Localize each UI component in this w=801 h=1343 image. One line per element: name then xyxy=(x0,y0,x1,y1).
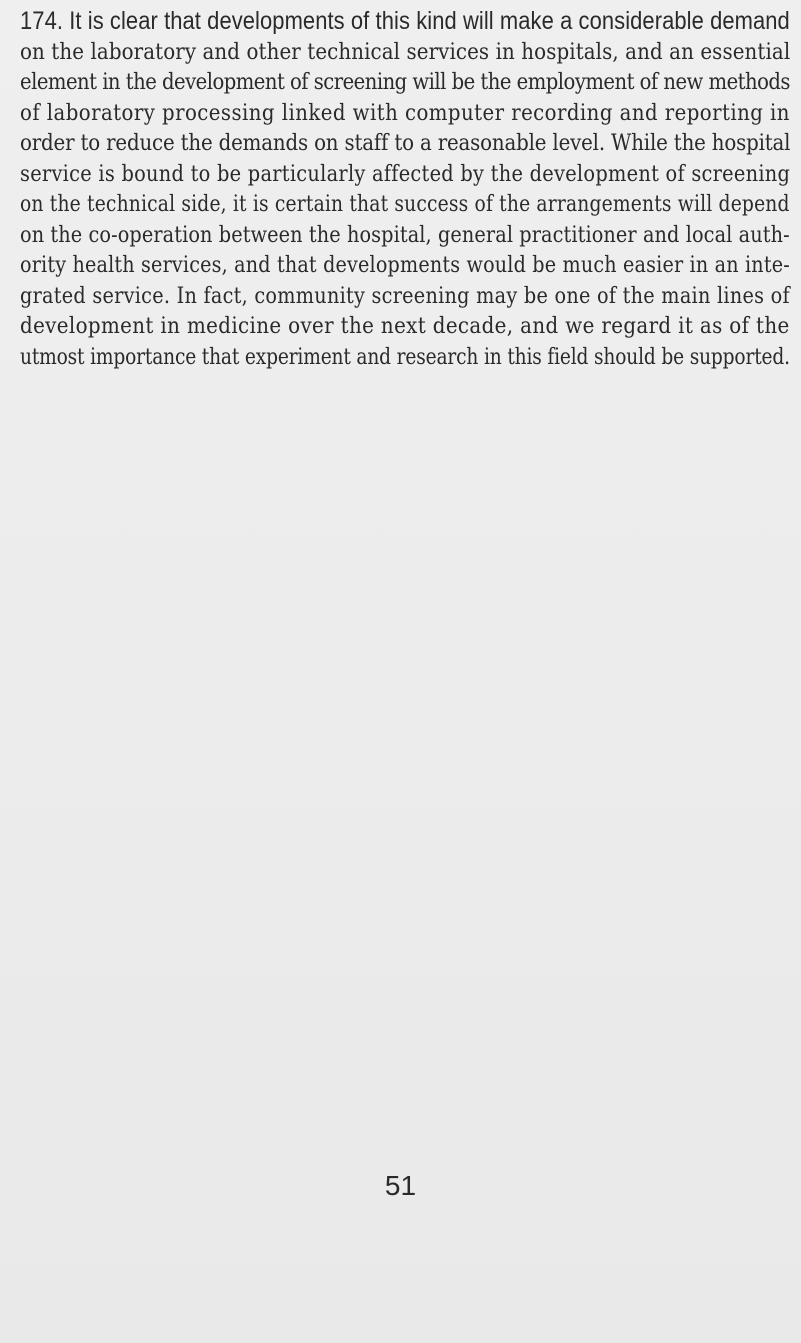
paragraph-line: element in the development of screening will be the employment of new methods xyxy=(20,69,790,95)
paragraph-line: ority health services, and that developments would be much easier in an inte- xyxy=(20,252,790,278)
paragraph-line: on the co-operation between the hospital, general practitioner and local auth- xyxy=(20,221,790,248)
paragraph-line: on the technical side, it is certain that success of the arrangements will depend xyxy=(20,191,790,217)
paragraph-line: on the laboratory and other technical services in hospitals, and an essential xyxy=(20,38,791,65)
paragraph-line: grated service. In fact, community screening may be one of the main lines of xyxy=(20,282,790,309)
paragraph-line: utmost importance that experiment and research in this field should be supported. xyxy=(20,343,790,370)
paragraph-174 xyxy=(20,6,790,372)
paragraph-line: order to reduce the demands on staff to a reasonable level. While the hospital xyxy=(20,130,791,156)
paragraph-line: development in medicine over the next decade, and we regard it as of the xyxy=(20,313,790,339)
paragraph-line: service is bound to be particularly affected by the development of screening xyxy=(20,160,791,187)
page-number: 51 xyxy=(384,1170,417,1201)
paragraph-line: 174. It is clear that developments of this kind will make a considerable demand xyxy=(20,7,790,35)
paragraph-line: of laboratory processing linked with computer recording and reporting in xyxy=(20,99,790,126)
